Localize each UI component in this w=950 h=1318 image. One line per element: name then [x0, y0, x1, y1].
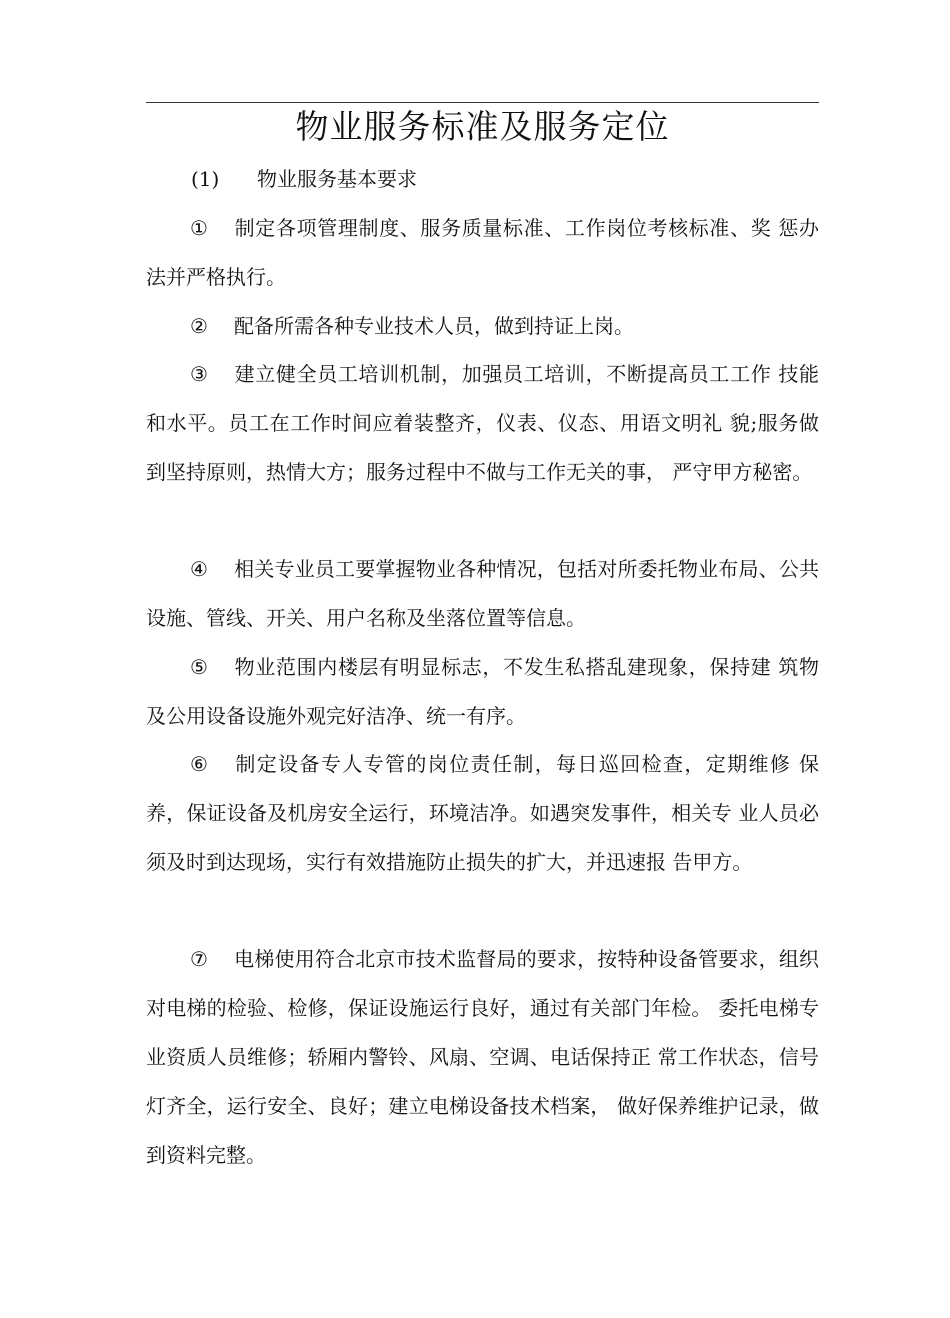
item-text: 制定设备专人专管的岗位责任制，每日巡回检查，定期维修 保养，保证设备及机房安全运行，环境洁净。如遇突发事件，相关专 业人员必须及时到达现场，实行有效措施防止损失的扩大，并迅速报 告甲方。: [146, 752, 819, 874]
section-heading: [191, 165, 417, 193]
document-title: 物业服务标准及服务定位: [295, 107, 670, 146]
requirement-item: [146, 204, 819, 302]
item-marker: ①: [190, 216, 208, 240]
requirement-item: [146, 935, 819, 1180]
item-text: 电梯使用符合北京市技术监督局的要求，按特种设备管要求，组织对电梯的检验、检修，保证设施运行良好，通过有关部门年检。 委托电梯专业资质人员维修；轿厢内警铃、风扇、空调、电话保持正 常工作状态，信号灯齐全，运行安全、良好；建立电梯设备技术档案， 做好保养维护记录，做到资料完整。: [146, 947, 819, 1167]
requirement-item: [146, 545, 819, 643]
item-text: 建立健全员工培训机制，加强员工培训，不断提高员工工作 技能和水平。员工在工作时间应着装整齐，仪表、仪态、用语文明礼 貌;服务做到坚持原则，热情大方；服务过程中不做与工作无关的事， 严守甲方秘密。: [146, 362, 819, 484]
item-text: 制定各项管理制度、服务质量标准、工作岗位考核标准、奖 惩办法并严格执行。: [146, 216, 819, 289]
item-marker: ⑦: [190, 947, 208, 971]
requirement-item: [146, 350, 819, 497]
item-marker: ②: [190, 314, 208, 338]
requirement-item: [146, 302, 819, 351]
requirement-item: [146, 643, 819, 741]
item-text: 配备所需各种专业技术人员，做到持证上岗。: [234, 314, 634, 338]
item-marker: ③: [190, 362, 208, 386]
item-text: 相关专业员工要掌握物业各种情况，包括对所委托物业布局、公共设施、管线、开关、用户名称及坐落位置等信息。: [146, 557, 819, 630]
item-marker: ④: [190, 557, 208, 581]
section-number: (1): [191, 167, 220, 191]
item-marker: ⑥: [190, 752, 208, 776]
requirement-item: [146, 740, 819, 887]
section-heading-text: 物业服务基本要求: [257, 167, 417, 191]
item-marker: ⑤: [190, 655, 208, 679]
item-text: 物业范围内楼层有明显标志，不发生私搭乱建现象，保持建 筑物及公用设备设施外观完好洁净、统一有序。: [146, 655, 819, 728]
